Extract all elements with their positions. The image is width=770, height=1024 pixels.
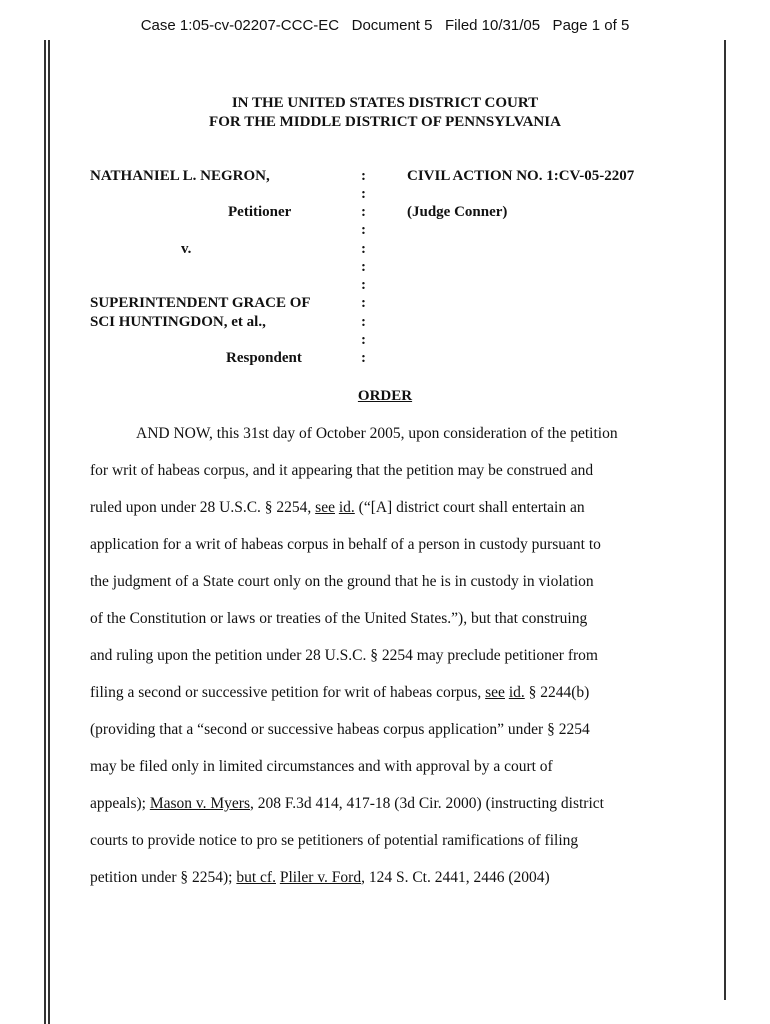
body-line: AND NOW, this 31st day of October 2005, upon consideration of the petition	[136, 425, 618, 442]
body-line	[90, 499, 585, 517]
body-line: of the Constitution or laws or treaties of the United States.”), but that construing	[90, 610, 588, 627]
caption-separator: :	[361, 241, 366, 257]
civil-action-number: CIVIL ACTION NO. 1:CV-05-2207	[407, 168, 635, 184]
respondent-label: Respondent	[226, 350, 302, 366]
respondent-name-line1: SUPERINTENDENT GRACE OF	[90, 295, 311, 311]
respondent-name-line2: SCI HUNTINGDON, et al.,	[90, 314, 266, 330]
caption-separator: :	[361, 332, 366, 348]
body-text: , 124 S. Ct. 2441, 2446 (2004)	[361, 869, 550, 886]
body-line	[90, 795, 604, 813]
citation-signal: but cf.	[236, 869, 276, 886]
caption-separator: :	[361, 350, 366, 366]
citation-id: id.	[338, 499, 355, 516]
citation-id: id.	[508, 684, 525, 701]
case-citation: Pliler v. Ford	[279, 869, 362, 886]
court-heading-line2: FOR THE MIDDLE DISTRICT OF PENNSYLVANIA	[209, 114, 561, 130]
judge-name: (Judge Conner)	[407, 204, 508, 220]
caption-separator: :	[361, 295, 366, 311]
court-heading	[0, 94, 770, 132]
caption-separator: :	[361, 277, 366, 293]
court-heading-line1: IN THE UNITED STATES DISTRICT COURT	[231, 95, 539, 111]
case-citation: Mason v. Myers	[149, 795, 250, 812]
body-line: and ruling upon the petition under 28 U.S.C. § 2254 may preclude petitioner from	[90, 647, 598, 664]
body-line: for writ of habeas corpus, and it appearing that the petition may be construed and	[90, 462, 594, 479]
body-text: § 2244(b)	[524, 684, 590, 701]
caption-separator: :	[361, 259, 366, 275]
left-margin-rule-inner	[48, 40, 50, 1024]
caption-separator: :	[361, 222, 366, 238]
versus-label: v.	[181, 241, 192, 257]
body-text: petition under § 2254);	[90, 869, 237, 886]
caption-separator: :	[361, 204, 366, 220]
page-header: Case 1:05-cv-02207-CCC-EC Document 5 Filed 10/31/05 Page 1 of 5	[140, 17, 630, 34]
petitioner-name: NATHANIEL L. NEGRON,	[90, 168, 270, 184]
body-text: , 208 F.3d 414, 417-18 (3d Cir. 2000) (instructing district	[250, 795, 604, 812]
order-title: ORDER	[357, 388, 413, 404]
body-line: the judgment of a State court only on the ground that he is in custody in violation	[90, 573, 594, 590]
body-line	[90, 869, 550, 887]
citation-signal: see	[315, 499, 335, 516]
body-line	[90, 684, 589, 702]
body-text: filing a second or successive petition for writ of habeas corpus,	[90, 684, 486, 701]
left-margin-rule	[44, 40, 46, 1024]
body-text: appeals);	[90, 795, 150, 812]
body-text: ruled upon under 28 U.S.C. § 2254,	[90, 499, 316, 516]
caption-separator: :	[361, 186, 366, 202]
caption-separator: :	[361, 314, 366, 330]
petitioner-label: Petitioner	[228, 204, 292, 220]
citation-signal: see	[485, 684, 505, 701]
body-line: (providing that a “second or successive habeas corpus application” under § 2254	[90, 721, 590, 738]
body-line: courts to provide notice to pro se petitioners of potential ramifications of filing	[90, 832, 579, 849]
right-margin-rule	[724, 40, 726, 1000]
body-text: (“[A] district court shall entertain an	[354, 499, 585, 516]
body-line: application for a writ of habeas corpus in behalf of a person in custody pursuant to	[90, 536, 601, 553]
caption-separator: :	[361, 168, 366, 184]
body-line: may be filed only in limited circumstances and with approval by a court of	[90, 758, 553, 775]
